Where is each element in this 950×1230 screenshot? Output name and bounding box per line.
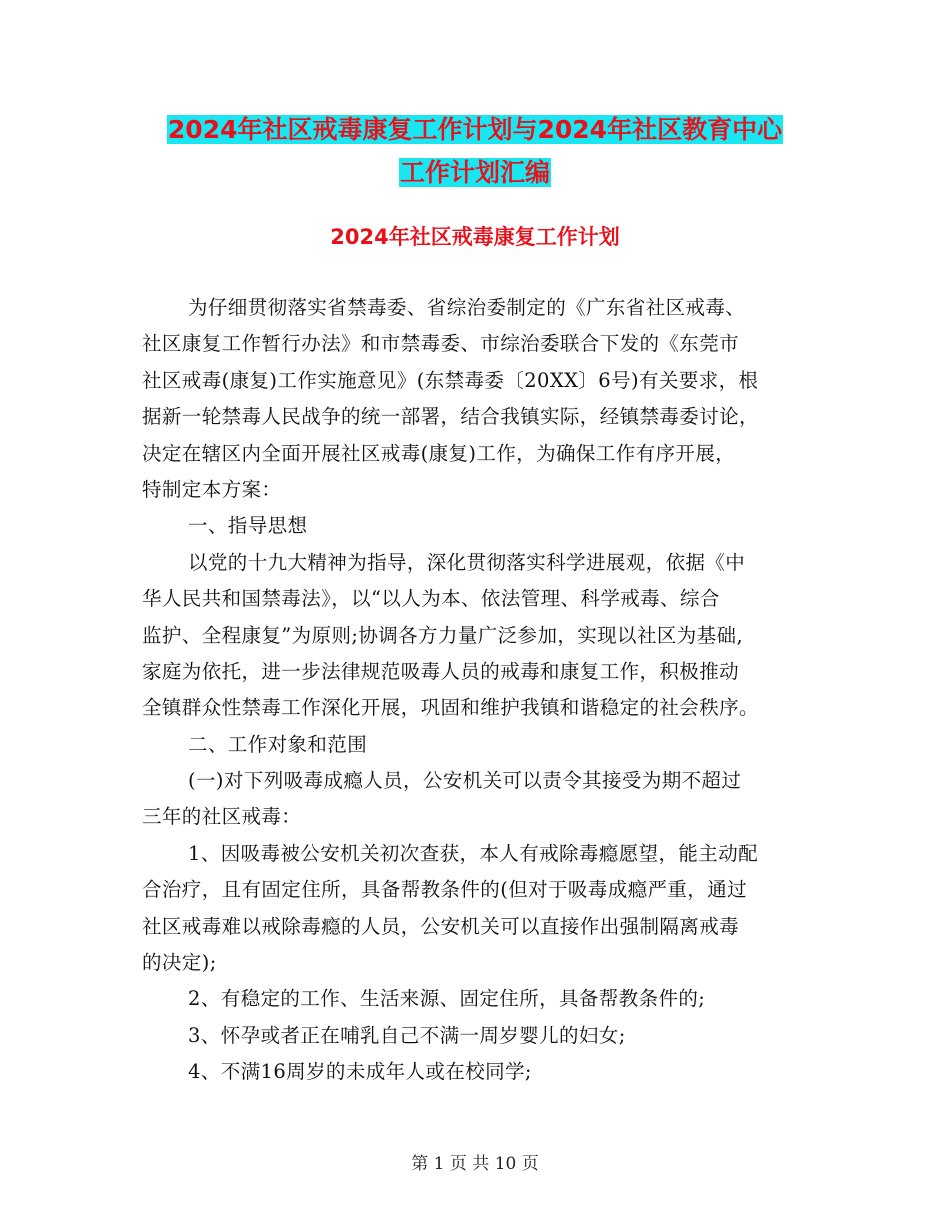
paragraph-line: 三年的社区戒毒： — [142, 805, 302, 829]
paragraph-line: 华人民共和国禁毒法》，以“以人为本、依法管理、科学戒毒、综合 — [142, 587, 720, 611]
paragraph-line: 社区戒毒(康复)工作实施意见》(东禁毒委〔20XX〕6号)有关要求，根 — [142, 368, 759, 392]
paragraph-line: 监护、全程康复”为原则;协调各方力量广泛参加，实现以社区为基础, — [142, 623, 744, 647]
paragraph-line: 为仔细贯彻落实省禁毒委、省综治委制定的《广东省社区戒毒、 — [188, 296, 746, 319]
paragraph-line: 家庭为依托，进一步法律规范吸毒人员的戒毒和康复工作，积极推动 — [142, 659, 740, 683]
list-item-line: 社区戒毒难以戒除毒瘾的人员，公安机关可以直接作出强制隔离戒毒 — [142, 914, 740, 938]
paragraph-line: 全镇群众性禁毒工作深化开展，巩固和维护我镇和谐稳定的社会秩序。 — [142, 696, 759, 720]
document-title-line-2 — [0, 155, 950, 191]
document-title-line-2-text: 工作计划汇编 — [399, 158, 550, 187]
list-item-line: 1、因吸毒被公安机关初次查获，本人有戒除毒瘾愿望，能主动配 — [188, 841, 759, 865]
paragraph-line: 据新一轮禁毒人民战争的统一部署，结合我镇实际，经镇禁毒委讨论， — [142, 405, 759, 429]
document-title-line-1 — [0, 112, 950, 148]
section-title: 2024年社区戒毒康复工作计划 — [330, 225, 620, 249]
paragraph-line: 以党的十九大精神为指导，深化贯彻落实科学进展观，依据《中 — [188, 550, 746, 574]
document-body — [142, 290, 822, 1091]
list-item-line: 2、有稳定的工作、生活来源、固定住所，具备帮教条件的; — [188, 987, 706, 1011]
page-number: 第 1 页 共 10 页 — [411, 1154, 539, 1174]
subheading-guiding-ideology: 一、指导思想 — [188, 514, 308, 538]
list-item-line: 3、怀孕或者正在哺乳自己不满一周岁婴儿的妇女; — [188, 1023, 626, 1047]
list-item-line: 合治疗，且有固定住所，具备帮教条件的(但对于吸毒成瘾严重，通过 — [142, 878, 748, 902]
subheading-work-scope: 二、工作对象和范围 — [188, 732, 368, 756]
paragraph-line: 社区康复工作暂行办法》和市禁毒委、市综治委联合下发的《东莞市 — [142, 332, 740, 356]
list-item-line: 4、不满16周岁的未成年人或在校同学; — [188, 1060, 532, 1084]
list-item-line: 的决定); — [142, 951, 217, 975]
paragraph-line: 决定在辖区内全面开展社区戒毒(康复)工作，为确保工作有序开展， — [142, 441, 736, 465]
document-title-line-1-text: 2024年社区戒毒康复工作计划与2024年社区教育中心 — [167, 115, 783, 144]
paragraph-line: (一)对下列吸毒成瘾人员，公安机关可以责令其接受为期不超过 — [188, 769, 742, 793]
paragraph-line: 特制定本方案： — [142, 477, 282, 501]
